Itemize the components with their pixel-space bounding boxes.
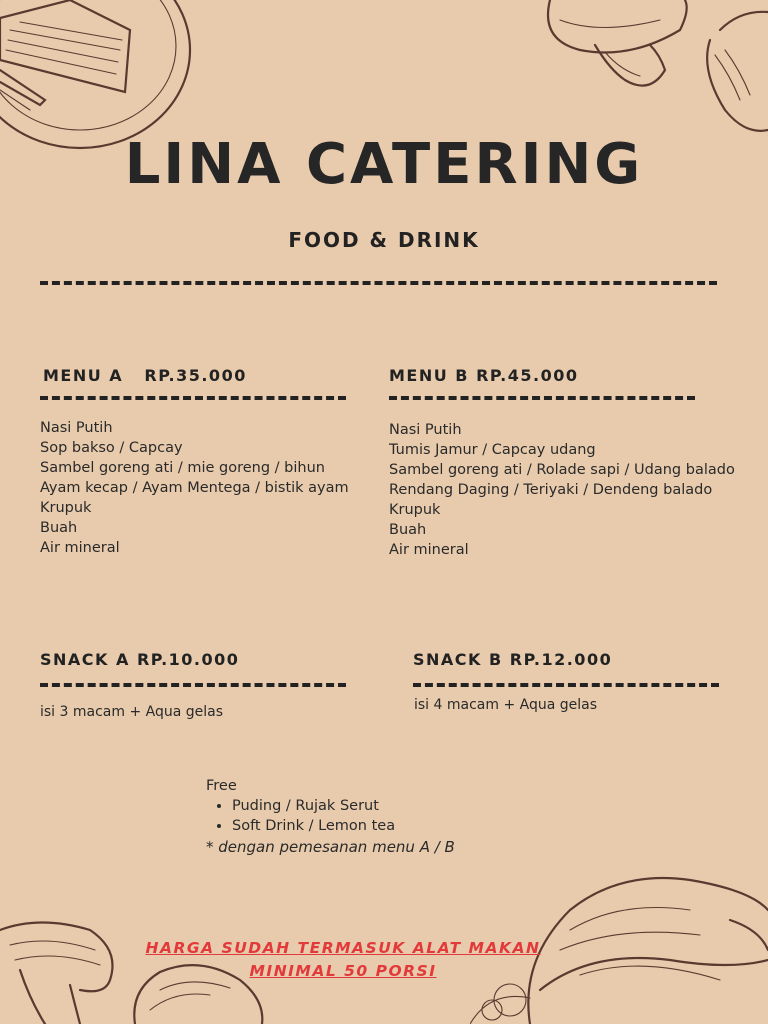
footer-line-1: HARGA SUDAH TERMASUK ALAT MAKAN <box>145 939 541 957</box>
list-item: Air mineral <box>389 542 469 558</box>
menu-a-divider <box>40 396 346 400</box>
snack-a-description: isi 3 macam + Aqua gelas <box>40 704 224 720</box>
list-item: Sambel goreng ati / Rolade sapi / Udang balado <box>389 462 735 478</box>
list-item: Krupuk <box>40 500 92 516</box>
menu-a-heading: MENU A RP.35.000 <box>43 366 247 385</box>
menu-b-heading: MENU B RP.45.000 <box>389 366 579 385</box>
list-item: Nasi Putih <box>40 420 113 436</box>
footer-notice <box>0 937 686 983</box>
list-item: • Puding / Rujak Serut <box>232 796 395 816</box>
header-divider <box>40 281 717 285</box>
free-list <box>206 796 395 836</box>
page-title: LINA CATERING <box>124 132 644 197</box>
list-item: Rendang Daging / Teriyaki / Dendeng balado <box>389 482 713 498</box>
list-item: Sambel goreng ati / mie goreng / bihun <box>40 460 325 476</box>
snack-a-divider <box>40 683 346 687</box>
snack-b-description: isi 4 macam + Aqua gelas <box>414 697 598 713</box>
menu-b-list <box>389 420 735 560</box>
menu-b-divider <box>389 396 695 400</box>
list-item: Buah <box>389 522 427 538</box>
footer-line-2: MINIMAL 50 PORSI <box>249 962 437 980</box>
list-item: Air mineral <box>40 540 120 556</box>
list-item: Nasi Putih <box>389 422 462 438</box>
mushroom-illustration <box>540 0 768 140</box>
snack-b-divider <box>413 683 719 687</box>
list-item: Buah <box>40 520 78 536</box>
list-item: Sop bakso / Capcay <box>40 440 183 456</box>
menu-a-list <box>40 418 349 558</box>
free-label: Free <box>206 778 237 794</box>
list-item: Tumis Jamur / Capcay udang <box>389 442 596 458</box>
snack-b-heading: SNACK B RP.12.000 <box>413 650 613 669</box>
snack-a-heading: SNACK A RP.10.000 <box>40 650 240 669</box>
list-item: Ayam kecap / Ayam Mentega / bistik ayam <box>40 480 349 496</box>
list-item: Krupuk <box>389 502 441 518</box>
list-item: • Soft Drink / Lemon tea <box>232 816 395 836</box>
page-subtitle: FOOD & DRINK <box>288 228 480 252</box>
free-note: * dengan pemesanan menu A / B <box>206 838 455 856</box>
